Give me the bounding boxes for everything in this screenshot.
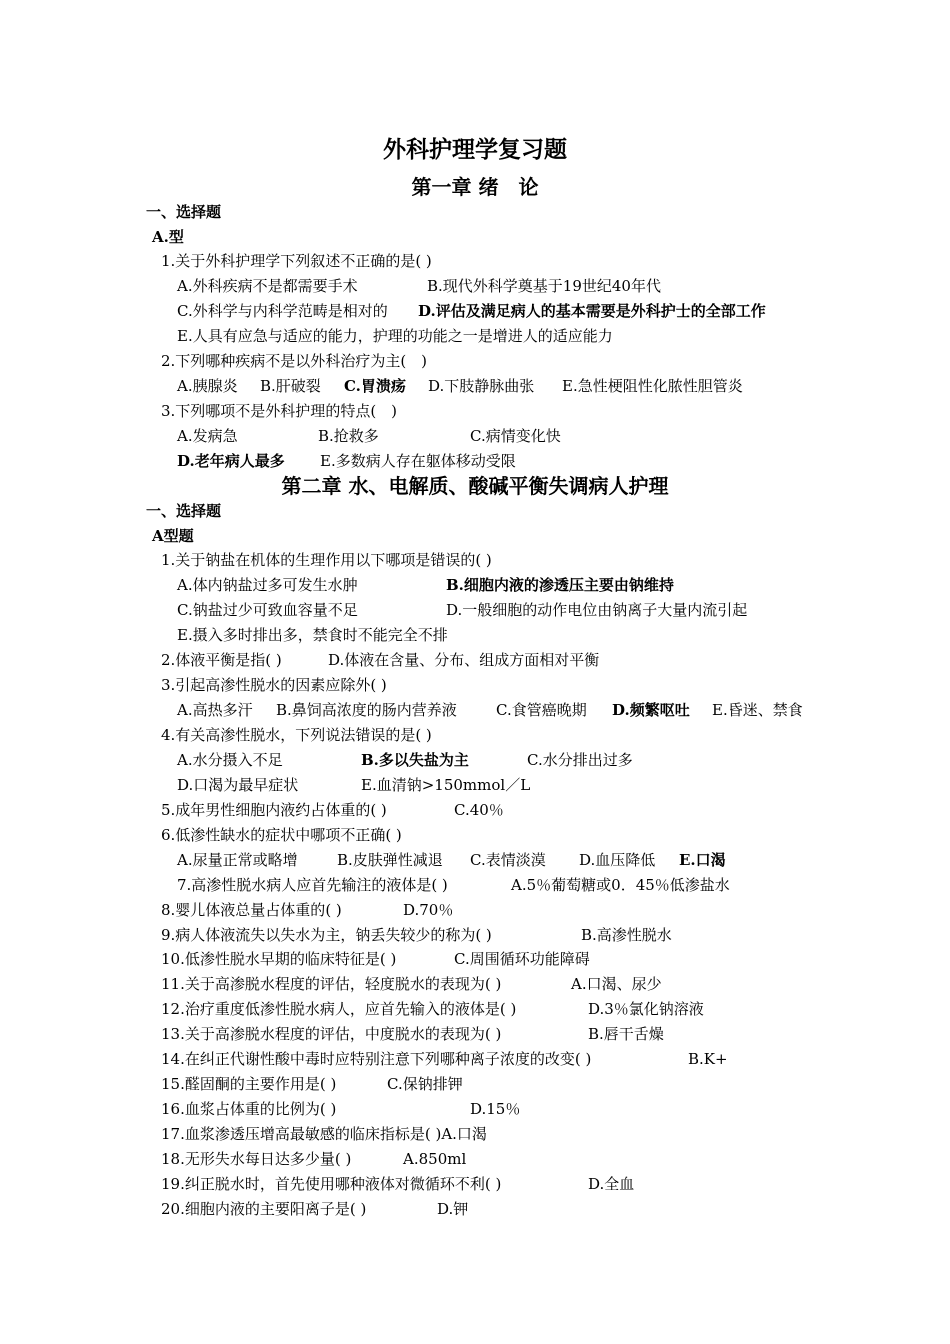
question-line [0,276,950,296]
answer-option: E.昏迷、禁食 [712,701,803,719]
question-line [0,1074,950,1094]
question-line [0,949,950,969]
question-text: 11.关于高渗脱水程度的评估，轻度脱水的表现为( ) [161,975,502,993]
question-text: 14.在纠正代谢性酸中毒时应特别注意下列哪种离子浓度的改变( ) [161,1050,592,1068]
question-line [0,675,950,695]
document-title: 外科护理学复习题 [383,136,567,163]
question-text: D.老年病人最多 [177,452,285,470]
question-text: E.摄入多时排出多，禁食时不能完全不排 [177,626,448,644]
question-text: 6.低渗性缺水的症状中哪项不正确( ) [161,826,402,844]
question-text: C.钠盐过少可致血容量不足 [177,601,358,619]
answer-option: C.周围循环功能障碍 [454,950,590,968]
question-text: 9.病人体液流失以失水为主，钠丢失较少的称为( ) [161,926,492,944]
question-line [0,999,950,1019]
question-line [0,1024,950,1044]
answer-option: D.钾 [437,1200,469,1218]
question-text: 1.关于钠盐在机体的生理作用以下哪项是错误的( ) [161,551,492,569]
answer-option: D.体液在含量、分布、组成方面相对平衡 [328,651,600,669]
answer-option: C.胃溃疡 [344,377,406,395]
question-text: 2.体液平衡是指( ) [161,651,282,669]
question-text: 3.引起高渗性脱水的因素应除外( ) [161,676,387,694]
question-line [0,700,950,720]
question-text: D.口渴为最早症状 [177,776,299,794]
question-text: A.高热多汗 [177,701,253,719]
question-text: A.胰腺炎 [177,377,238,395]
answer-option: D.全血 [588,1175,635,1193]
question-line [0,550,950,570]
answer-option: E.口渴 [679,851,726,869]
question-line [0,650,950,670]
question-line [0,875,950,895]
question-text: 18.无形失水每日达多少量( ) [161,1150,352,1168]
question-text: 2.下列哪种疾病不是以外科治疗为主( ) [161,352,428,370]
question-line [0,451,950,471]
answer-option: B.肝破裂 [260,377,321,395]
question-line [0,351,950,371]
answer-option: D.下肢静脉曲张 [428,377,535,395]
question-line [0,974,950,994]
question-text: A.水分摄入不足 [177,751,283,769]
chapter-1-section-heading: 一、选择题 [146,203,222,221]
question-line [0,925,950,945]
answer-option: D.频繁呕吐 [612,701,690,719]
question-text: A.外科疾病不是都需要手术 [177,277,358,295]
answer-option: D.15％ [470,1100,521,1118]
answer-option: E.多数病人存在躯体移动受限 [320,452,516,470]
answer-option: C.病情变化快 [470,427,561,445]
question-line [0,1099,950,1119]
question-line [0,750,950,770]
question-line [0,600,950,620]
question-line [0,401,950,421]
question-text: 3.下列哪项不是外科护理的特点( ) [161,402,398,420]
answer-option: D.3％氯化钠溶液 [588,1000,704,1018]
answer-option: E.血清钠>150mmol／L [361,776,531,794]
answer-option: A.口渴、尿少 [571,975,662,993]
answer-option: C.保钠排钾 [387,1075,463,1093]
question-line [0,625,950,645]
answer-option: C.水分排出过多 [527,751,633,769]
question-line [0,825,950,845]
answer-option: D.70％ [403,901,454,919]
question-text: C.外科学与内科学范畴是相对的 [177,302,388,320]
answer-option: B.K+ [688,1050,728,1068]
question-text: 7.高渗性脱水病人应首先输注的液体是( ) [177,876,448,894]
question-line [0,775,950,795]
chapter-1-subsection-heading: A.型 [152,228,184,246]
answer-option: B.皮肤弹性减退 [337,851,443,869]
question-text: 20.细胞内液的主要阳离子是( ) [161,1200,367,1218]
answer-option: B.高渗性脱水 [581,926,672,944]
answer-option: D.血压降低 [579,851,656,869]
question-text: 15.醛固酮的主要作用是( ) [161,1075,337,1093]
question-line [0,575,950,595]
chapter-2-section-heading: 一、选择题 [146,502,222,520]
question-text: 13.关于高渗脱水程度的评估，中度脱水的表现为( ) [161,1025,502,1043]
question-line [0,1049,950,1069]
question-line [0,800,950,820]
question-text: 12.治疗重度低渗性脱水病人，应首先输入的液体是( ) [161,1000,517,1018]
chapter-2-heading: 第二章 水、电解质、酸碱平衡失调病人护理 [281,474,669,498]
question-line [0,1124,950,1144]
question-text: 16.血浆占体重的比例为( ) [161,1100,337,1118]
question-line [0,725,950,745]
question-line [0,426,950,446]
answer-option: C.40％ [454,801,504,819]
question-line [0,900,950,920]
question-text: A.体内钠盐过多可发生水肿 [177,576,358,594]
answer-option: B.现代外科学奠基于19世纪40年代 [427,277,661,295]
answer-option: B.细胞内液的渗透压主要由钠维持 [446,576,674,594]
answer-option: D.一般细胞的动作电位由钠离子大量内流引起 [446,601,748,619]
question-text: 8.婴儿体液总量占体重的( ) [161,901,342,919]
answer-option: D.评估及满足病人的基本需要是外科护士的全部工作 [418,302,766,320]
question-line [0,301,950,321]
question-line [0,1174,950,1194]
answer-option: E.急性梗阻性化脓性胆管炎 [562,377,743,395]
question-text: 5.成年男性细胞内液约占体重的( ) [161,801,387,819]
question-line [0,376,950,396]
chapter-1-heading: 第一章 绪 论 [411,175,539,199]
question-line [0,251,950,271]
question-line [0,1199,950,1219]
answer-option: B.鼻饲高浓度的肠内营养液 [276,701,457,719]
answer-option: B.抢救多 [318,427,379,445]
answer-option: B.多以失盐为主 [361,751,469,769]
chapter-2-subsection-heading: A型题 [152,527,194,545]
question-text: E.人具有应急与适应的能力，护理的功能之一是增进人的适应能力 [177,327,613,345]
answer-option: C.食管癌晚期 [496,701,587,719]
question-text: 1.关于外科护理学下列叙述不正确的是( ) [161,252,432,270]
question-line [0,1149,950,1169]
question-text: A.尿量正常或略增 [177,851,298,869]
question-line [0,326,950,346]
question-text: 10.低渗性脱水早期的临床特征是( ) [161,950,397,968]
question-line [0,850,950,870]
question-text: 4.有关高渗性脱水，下列说法错误的是( ) [161,726,432,744]
answer-option: A.850ml [403,1150,467,1168]
question-text: A.发病急 [177,427,238,445]
question-text: 17.血浆渗透压增高最敏感的临床指标是( )A.口渴 [161,1125,487,1143]
answer-option: A.5％葡萄糖或0．45％低渗盐水 [511,876,730,894]
question-text: 19.纠正脱水时，首先使用哪种液体对微循环不利( ) [161,1175,502,1193]
answer-option: C.表情淡漠 [470,851,546,869]
answer-option: B.唇干舌燥 [588,1025,664,1043]
